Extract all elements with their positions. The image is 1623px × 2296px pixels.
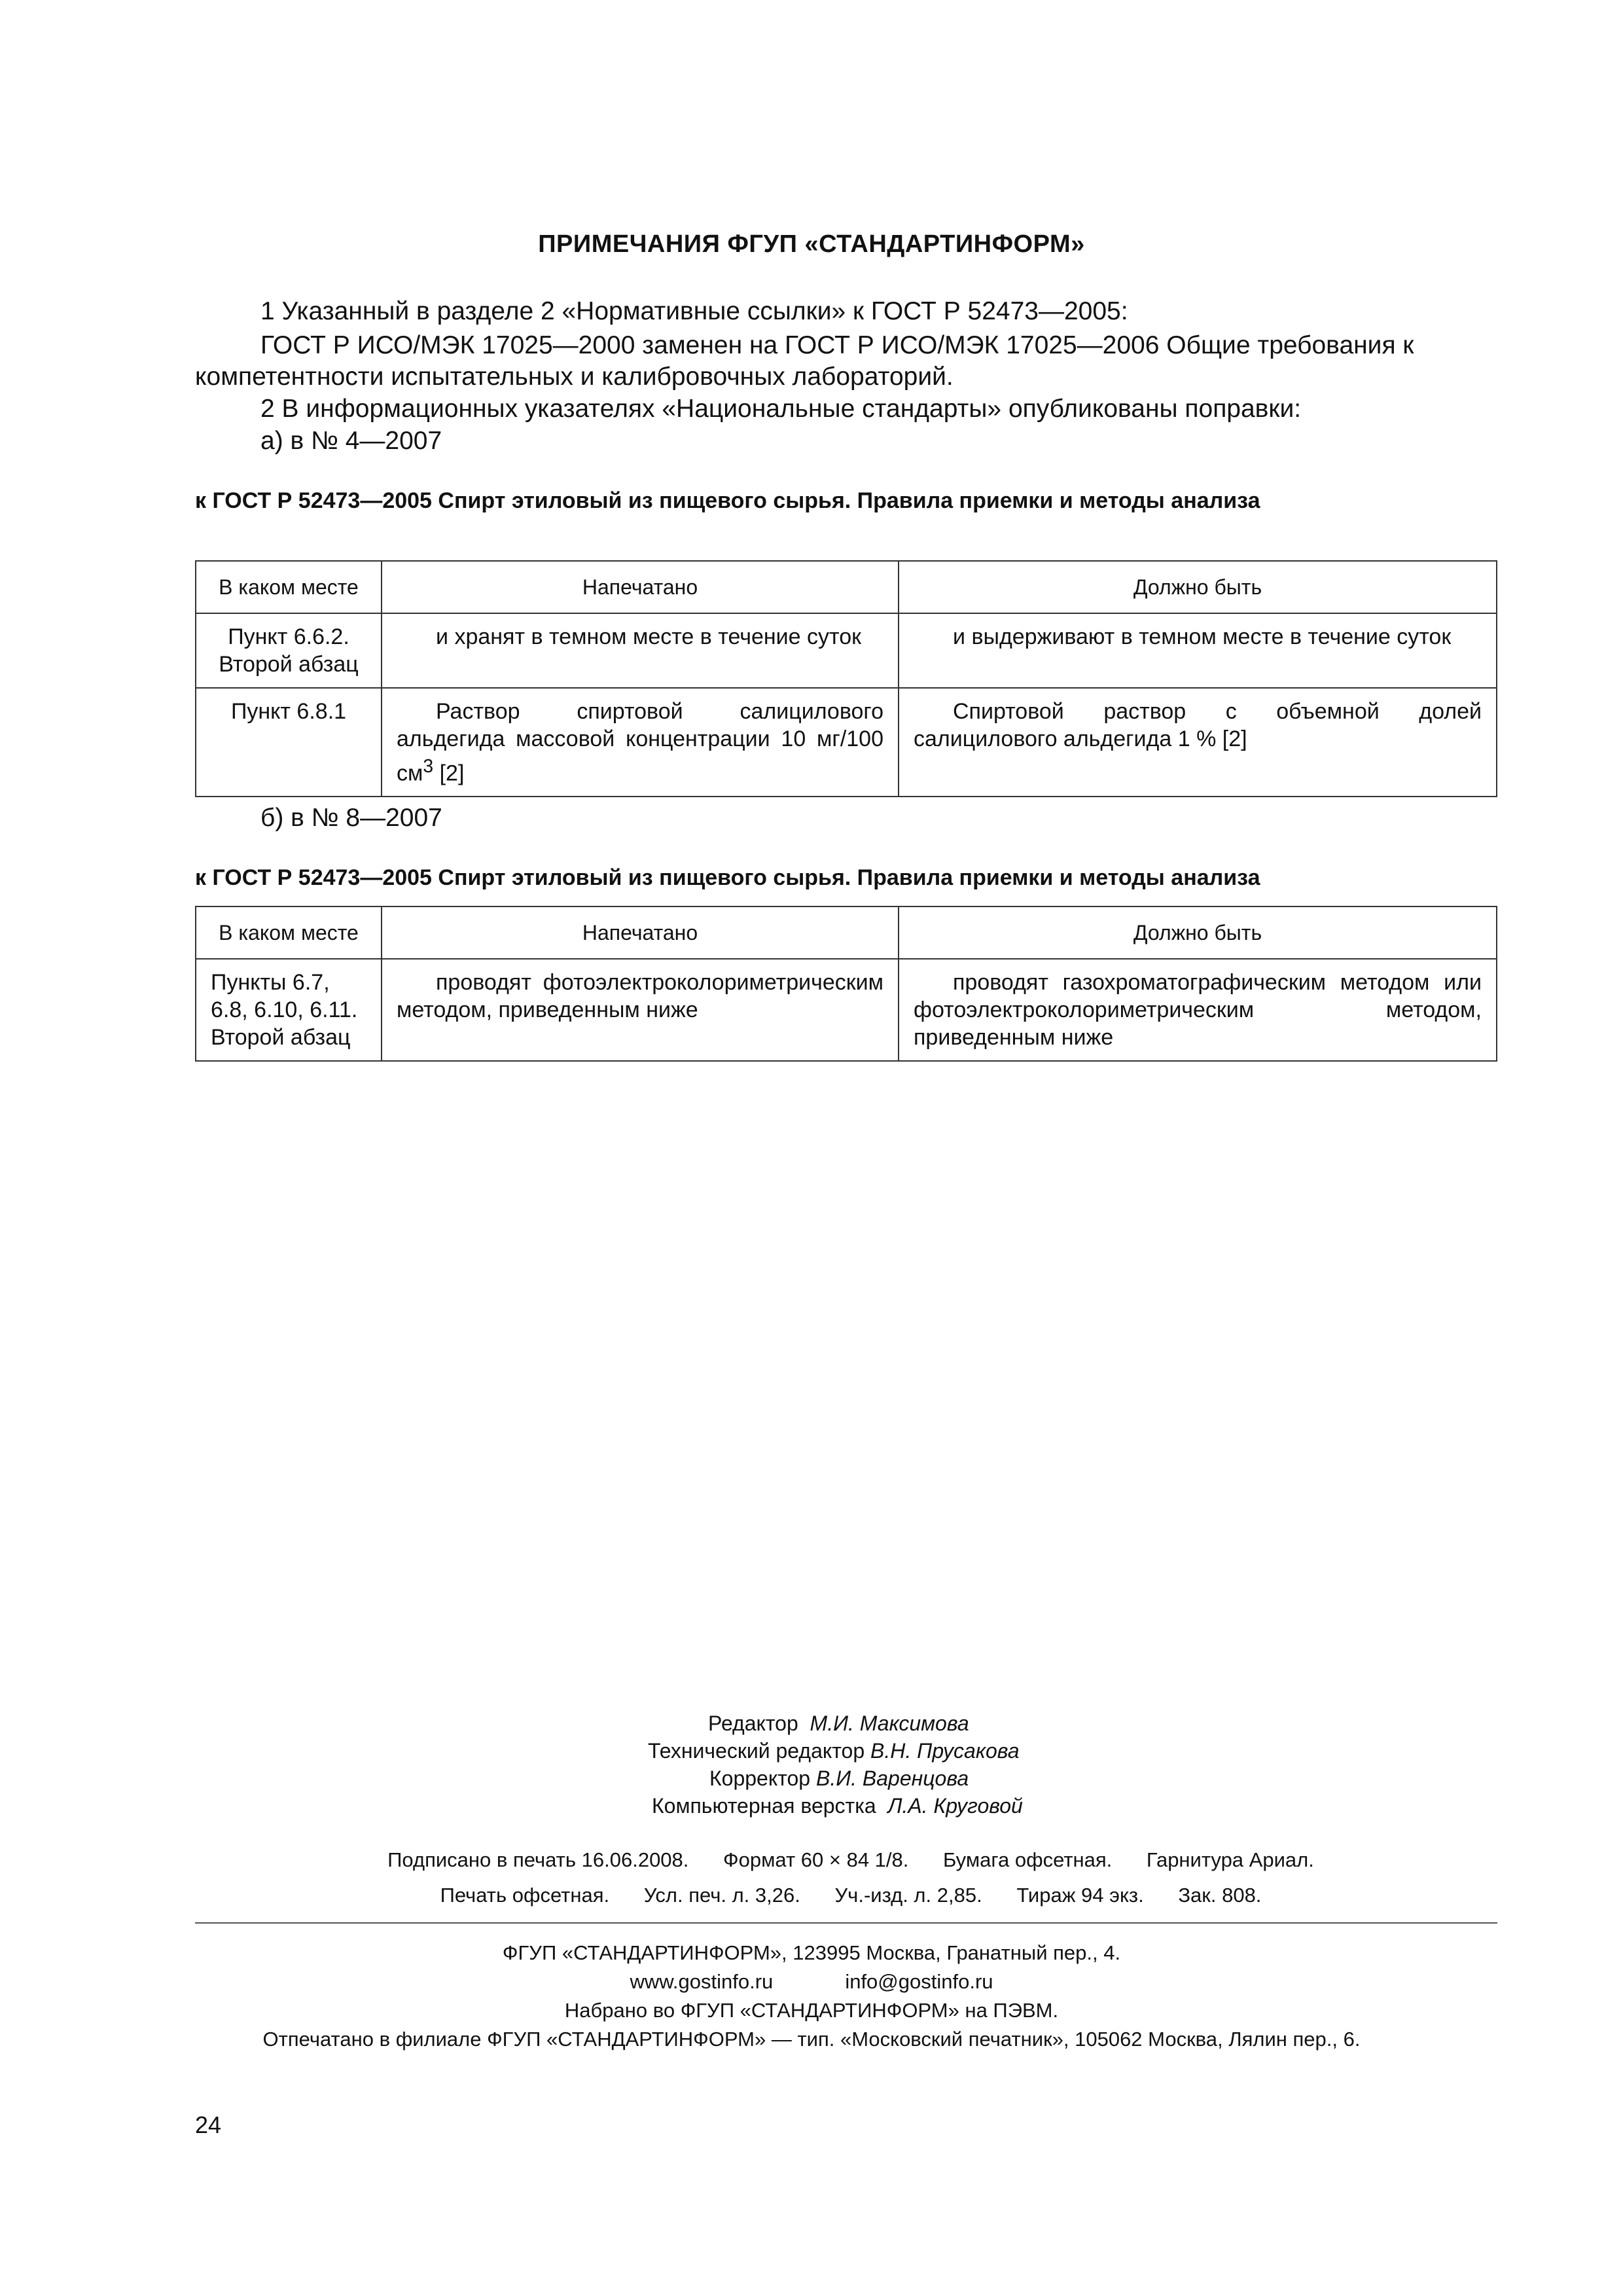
credit-tech-editor (0, 1737, 1623, 1765)
note-2: 2 В информационных указателях «Национальные стандарты» опубликованы поправки: (260, 395, 1302, 423)
imprint-paper: Бумага офсетная. (943, 1848, 1113, 1871)
page-title: ПРИМЕЧАНИЯ ФГУП «СТАНДАРТИНФОРМ» (538, 230, 1085, 258)
imprint-sheets: Усл. печ. л. 3,26. (643, 1884, 800, 1907)
credit-name: В.Н. Прусакова (870, 1739, 1020, 1763)
imprint-signed: Подписано в печать 16.06.2008. (387, 1848, 689, 1871)
table-row (196, 688, 1497, 797)
cell-should-be: Спиртовой раствор с объемной долей салицилового альдегида 1 % [2] (899, 688, 1497, 797)
header-printed: Напечатано (382, 561, 899, 613)
printed-note: Отпечатано в филиале ФГУП «СТАНДАРТИНФОРМ» — тип. «Московский печатник», 105062 Москва, Лялин пер., 6. (262, 2028, 1361, 2051)
cell-location: Пункт 6.6.2. Второй абзац (196, 613, 382, 688)
credit-editor (0, 1710, 1623, 1737)
imprint-order: Зак. 808. (1178, 1884, 1262, 1907)
credit-role: Редактор (708, 1712, 798, 1735)
imprint-line-1 (0, 1848, 1623, 1872)
printed-ref: [2] (433, 761, 465, 786)
credit-role: Технический редактор (648, 1739, 865, 1763)
credit-role: Компьютерная верстка (652, 1794, 876, 1818)
cell-location: Пункт 6.8.1 (196, 688, 382, 797)
header-should-be: Должно быть (899, 906, 1497, 959)
credits-block (0, 1710, 1623, 1820)
table-row (196, 959, 1497, 1061)
cell-printed: проводят фотоэлектроколориметрическим методом, приведенным ниже (382, 959, 899, 1061)
table-header-row (196, 561, 1497, 613)
printed-text: Раствор спиртовой салицилового альдегида массовой концентрации 10 мг/100 см (397, 699, 883, 786)
imprint-run: Тираж 94 экз. (1016, 1884, 1144, 1907)
imprint-print: Печать офсетная. (440, 1884, 610, 1907)
header-printed: Напечатано (382, 906, 899, 959)
amendment-table-2 (195, 906, 1497, 1062)
publisher-address: ФГУП «СТАНДАРТИНФОРМ», 123995 Москва, Гранатный пер., 4. (502, 1941, 1121, 1964)
note-1-detail: ГОСТ Р ИСО/МЭК 17025—2000 заменен на ГОСТ Р ИСО/МЭК 17025—2006 Общие требования к компетентности испытательных и калибровочных лабораторий. (195, 331, 1414, 391)
credit-name: М.И. Максимова (810, 1712, 969, 1735)
section-b-label: б) в № 8—2007 (260, 804, 442, 832)
imprint-pub-sheets: Уч.-изд. л. 2,85. (834, 1884, 982, 1907)
cell-printed: и хранят в темном месте в течение суток (382, 613, 899, 688)
credit-role: Корректор (709, 1767, 811, 1790)
table1-caption: к ГОСТ Р 52473—2005 Спирт этиловый из пищевого сырья. Правила приемки и методы анализа (195, 488, 1260, 513)
publisher-contacts (0, 1967, 1623, 1996)
page-number: 24 (195, 2111, 222, 2138)
credit-layout (0, 1792, 1623, 1820)
header-should-be: Должно быть (899, 561, 1497, 613)
cell-location: Пункты 6.7, 6.8, 6.10, 6.11. Второй абзац (196, 959, 382, 1061)
imprint-line-2 (0, 1884, 1623, 1907)
header-location: В каком месте (196, 561, 382, 613)
divider (195, 1922, 1497, 1924)
website-link[interactable]: www.gostinfo.ru (630, 1970, 774, 1993)
table-header-row (196, 906, 1497, 959)
note-1: 1 Указанный в разделе 2 «Нормативные ссылки» к ГОСТ Р 52473—2005: (260, 297, 1128, 325)
cell-printed (382, 688, 899, 797)
cell-should-be: и выдерживают в темном месте в течение суток (899, 613, 1497, 688)
credit-name: В.И. Варенцова (815, 1767, 969, 1790)
table2-caption: к ГОСТ Р 52473—2005 Спирт этиловый из пищевого сырья. Правила приемки и методы анализа (195, 865, 1260, 890)
email-link[interactable]: info@gostinfo.ru (845, 1970, 993, 1993)
superscript: 3 (423, 756, 434, 777)
imprint-font: Гарнитура Ариал. (1146, 1848, 1314, 1871)
publisher-footer (0, 1939, 1623, 2054)
header-location: В каком месте (196, 906, 382, 959)
credit-name: Л.А. Круговой (887, 1794, 1023, 1818)
imprint-format: Формат 60 × 84 1/8. (723, 1848, 909, 1871)
section-a-label: а) в № 4—2007 (260, 427, 442, 455)
cell-should-be: проводят газохроматографическим методом или фотоэлектроколориметрическим методом, приведенным ниже (899, 959, 1497, 1061)
amendment-table-1 (195, 560, 1497, 797)
credit-corrector (0, 1765, 1623, 1792)
typeset-note: Набрано во ФГУП «СТАНДАРТИНФОРМ» на ПЭВМ. (564, 1999, 1059, 2022)
table-row (196, 613, 1497, 688)
